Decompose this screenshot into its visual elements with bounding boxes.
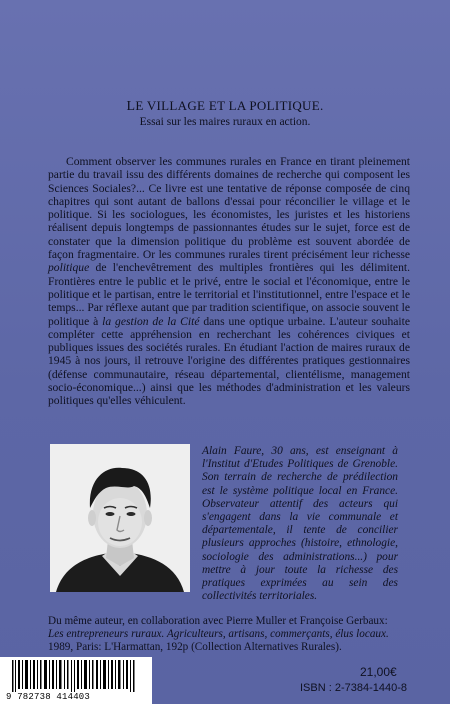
blurb-paragraph (48, 155, 410, 408)
isbn: ISBN : 2-7384-1440-8 (300, 682, 408, 694)
book-title (0, 98, 450, 115)
barcode-bars (12, 660, 140, 692)
author-portrait-image (50, 444, 190, 592)
also-by-details: 1989, Paris: L'Harmattan, 192p (Collection Alternatives Rurales). (48, 640, 342, 653)
price: 21,00€ (360, 665, 397, 679)
blurb-emphasis-1: politique (48, 261, 90, 275)
title-rest: E VILLAGE ET LA POLITIQUE. (135, 98, 324, 113)
also-by-works: Les entrepreneurs ruraux. Agriculteurs, artisans, commerçants, élus locaux. (48, 627, 389, 640)
barcode-number: 9 782738 414403 (6, 692, 91, 702)
book-subtitle: Essai sur les maires ruraux en action. (139, 116, 311, 128)
blurb-part-1: Comment observer les communes rurales en France en tirant pleinement partie du travail issu des différents domaines de recherche qui composent les Sciences Sociales?... Ce livre est une tentative de réponse composée de cinq chapitres qui sont autant de ballons d'essai pour réconcilier le village et le politique. Si les sociologues, les économistes, les juristes et les historiens réalisent depuis longtemps de passionnantes études sur le sujet, force est de constater que la dimension politique du problème est souvent abordée de façon fragmentaire. Or les communes rurales tirent précisément leur richesse (48, 155, 410, 262)
blurb-part-3: dans une optique urbaine. L'auteur souhaite compléter cette appréhension en recherchant les cohérences civiques et publiques issues des sociétés rurales. En étudiant l'action de maires ruraux de 1945 à nos jours, il retrouve l'origine des différentes pratiques gestionnaires (défense communautaire, réseau départemental, clientélisme, management socio-économique...) ainsi que les méthodes d'administration et les valeurs politiques qu'elles véhiculent. (48, 314, 410, 408)
also-by-intro: Du même auteur, en collaboration avec Pierre Muller et Françoise Gerbaux: (48, 615, 388, 627)
author-bio: Alain Faure, 30 ans, est enseignant à l'Institut d'Etudes Politiques de Grenoble. Son terrain de recherche de prédilection est le système politique local en France. Observateur attentif des acteurs qui s'engagent dans la vie communale et départementale, il tente de concilier plusieurs approches (histoire, ethnologie, sociologie des administrations...) pour mettre à jour toute la richesse des pratiques exprimées au sein des collectivités territoriales. (202, 445, 398, 603)
also-by-author (48, 615, 408, 653)
author-photo (50, 444, 190, 592)
title-initial: L (126, 99, 136, 114)
blurb-part-2: de l'enchevêtrement des multiples frontières qui les délimitent. Frontières entre le public et le privé, entre le social et l'économique, entre le politique et le partisan, entre le territorial et l'institutionnel, entre l'espace et le temps... Par réflexe autant que par tradition scientifique, on associe souvent le politique à (48, 261, 410, 328)
blurb-emphasis-2: la gestion de la Cité (102, 314, 200, 328)
title-block (0, 98, 450, 128)
barcode (0, 657, 152, 704)
footer (0, 615, 450, 704)
blurb-text (48, 155, 410, 408)
